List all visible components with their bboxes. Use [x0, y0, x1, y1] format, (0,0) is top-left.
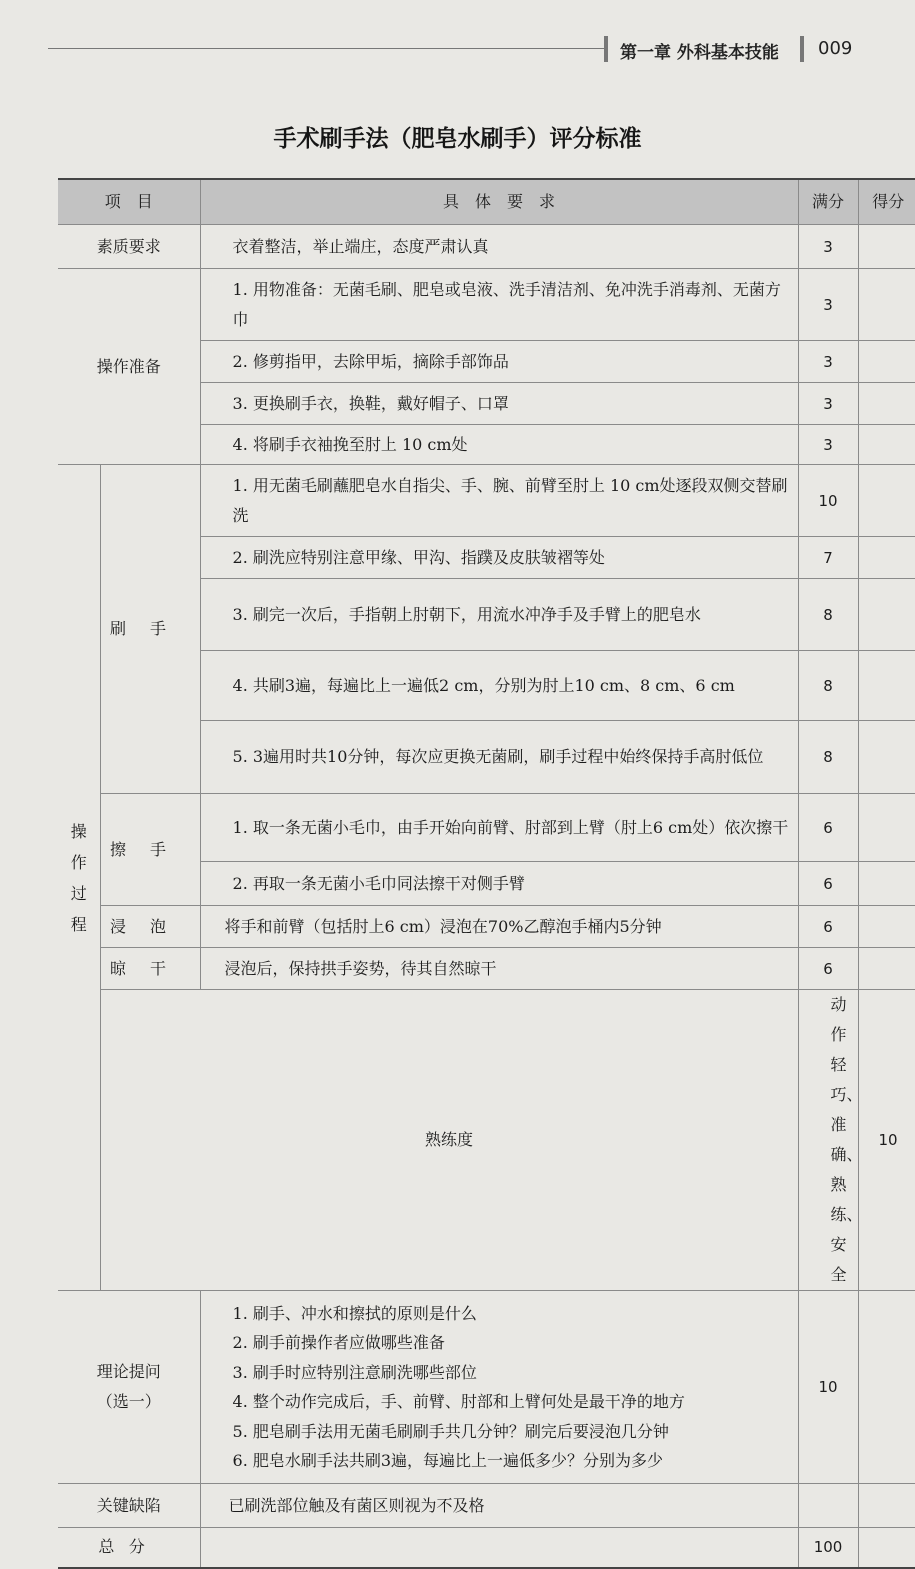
- item-label: 关键缺陷: [58, 1484, 200, 1528]
- requirement-text: 4. 将刷手衣袖挽至肘上 10 cm处: [200, 425, 798, 465]
- requirement-text: 5. 3遍用时共10分钟，每次应更换无菌刷，刷手过程中始终保持手高肘低位: [200, 721, 798, 794]
- score-cell: [858, 425, 915, 465]
- theory-label: 理论提问: [96, 1362, 161, 1381]
- process-label-char: 作: [70, 852, 87, 872]
- sub-item-label: 擦手: [100, 794, 200, 906]
- full-score: 10: [798, 465, 858, 537]
- column-header-full-score: 满分: [798, 179, 858, 225]
- score-cell: [858, 579, 915, 651]
- table-row: [58, 1484, 915, 1528]
- full-score: 8: [798, 579, 858, 651]
- header-row: [58, 179, 915, 225]
- table-row: [58, 465, 915, 537]
- item-label: 熟练度: [100, 990, 798, 1291]
- full-score: [798, 1484, 858, 1528]
- process-label-char: 过: [70, 883, 87, 903]
- page-number: 009: [818, 38, 853, 59]
- column-header-requirements: 具 体 要 求: [200, 179, 798, 225]
- score-cell: [858, 721, 915, 794]
- table-row: [58, 794, 915, 862]
- item-label: 总分: [58, 1528, 200, 1568]
- requirement-text: 3. 刷完一次后，手指朝上肘朝下，用流水冲净手及手臂上的肥皂水: [200, 579, 798, 651]
- requirement-text: 将手和前臂（包括肘上6 cm）浸泡在70%乙醇泡手桶内5分钟: [200, 906, 798, 948]
- item-label: 操作准备: [58, 269, 200, 465]
- theory-questions: [200, 1291, 798, 1484]
- score-cell: [858, 225, 915, 269]
- score-cell: [858, 906, 915, 948]
- score-cell: [858, 1528, 915, 1568]
- header-divider: [800, 36, 804, 62]
- header-divider: [604, 36, 608, 62]
- score-cell: [858, 794, 915, 862]
- question-item: 2. 刷手前操作者应做哪些准备: [232, 1333, 445, 1352]
- document-title: 手术刷手法（肥皂水刷手）评分标准: [273, 126, 642, 152]
- question-item: 4. 整个动作完成后，手、前臂、肘部和上臂何处是最干净的地方: [232, 1392, 685, 1411]
- table-row: [58, 948, 915, 990]
- item-label: 素质要求: [58, 225, 200, 269]
- requirement-text: 1. 用无菌毛刷蘸肥皂水自指尖、手、腕、前臂至肘上 10 cm处逐段双侧交替刷洗: [200, 465, 798, 537]
- question-item: 5. 肥皂刷手法用无菌毛刷刷手共几分钟？刷完后要浸泡几分钟: [232, 1421, 669, 1441]
- full-score: 8: [798, 651, 858, 721]
- chapter-title: 第一章 外科基本技能: [620, 43, 779, 63]
- requirement-text: [200, 1528, 798, 1568]
- score-cell: [858, 1291, 915, 1484]
- score-cell: [858, 383, 915, 425]
- full-score: 6: [798, 906, 858, 948]
- score-cell: [858, 948, 915, 990]
- score-cell: [858, 537, 915, 579]
- column-header-item: 项 目: [58, 179, 200, 225]
- requirement-text: 动作轻巧、准确、熟练、安全: [798, 990, 858, 1291]
- full-score: 10: [798, 1291, 858, 1484]
- full-score: 8: [798, 721, 858, 794]
- full-score: 3: [798, 425, 858, 465]
- process-label-char: 程: [70, 914, 87, 934]
- requirement-text: 浸泡后，保持拱手姿势，待其自然晾干: [200, 948, 798, 990]
- full-score: 6: [798, 794, 858, 862]
- table-row: [58, 990, 915, 1291]
- header-rule: [48, 48, 604, 49]
- requirement-text: 1. 用物准备：无菌毛刷、肥皂或皂液、洗手清洁剂、免冲洗手消毒剂、无菌方巾: [200, 269, 798, 341]
- question-item: 1. 刷手、冲水和擦拭的原则是什么: [232, 1303, 477, 1323]
- sub-item-label: 浸泡: [100, 906, 200, 948]
- full-score: 3: [798, 383, 858, 425]
- full-score: 6: [798, 948, 858, 990]
- full-score: 3: [798, 225, 858, 269]
- requirement-text: 2. 刷洗应特别注意甲缘、甲沟、指蹼及皮肤皱褶等处: [200, 537, 798, 579]
- table-row: [58, 1291, 915, 1484]
- full-score: 3: [798, 341, 858, 383]
- table-row: [58, 269, 915, 341]
- table-row: [58, 225, 915, 269]
- full-score: 100: [798, 1528, 858, 1568]
- full-score: 10: [858, 990, 915, 1291]
- process-group-label: [58, 465, 100, 1291]
- process-label-char: 操: [70, 821, 87, 841]
- scoring-table: [58, 178, 915, 1569]
- item-label: [58, 1291, 200, 1484]
- full-score: 7: [798, 537, 858, 579]
- sub-item-label: 晾干: [100, 948, 200, 990]
- theory-sublabel: （选一）: [96, 1392, 161, 1411]
- score-cell: [858, 341, 915, 383]
- table-row: [58, 906, 915, 948]
- column-header-score: 得分: [858, 179, 915, 225]
- requirement-text: 4. 共刷3遍，每遍比上一遍低2 cm，分别为肘上10 cm、8 cm、6 cm: [200, 651, 798, 721]
- requirement-text: 1. 取一条无菌小毛巾，由手开始向前臂、肘部到上臂（肘上6 cm处）依次擦干: [200, 794, 798, 862]
- sub-item-label: 刷手: [100, 465, 200, 794]
- question-item: 3. 刷手时应特别注意刷洗哪些部位: [232, 1362, 477, 1382]
- requirement-text: 衣着整洁，举止端庄，态度严肃认真: [200, 225, 798, 269]
- table-row: [58, 1528, 915, 1568]
- score-cell: [858, 465, 915, 537]
- score-cell: [858, 651, 915, 721]
- full-score: 3: [798, 269, 858, 341]
- requirement-text: 3. 更换刷手衣，换鞋，戴好帽子、口罩: [200, 383, 798, 425]
- requirement-text: 2. 修剪指甲，去除甲垢，摘除手部饰品: [200, 341, 798, 383]
- requirement-text: 已刷洗部位触及有菌区则视为不及格: [200, 1484, 798, 1528]
- question-item: 6. 肥皂水刷手法共刷3遍，每遍比上一遍低多少？分别为多少: [232, 1451, 664, 1470]
- score-cell: [858, 269, 915, 341]
- score-cell: [858, 862, 915, 906]
- requirement-text: 2. 再取一条无菌小毛巾同法擦干对侧手臂: [200, 862, 798, 906]
- score-cell: [858, 1484, 915, 1528]
- full-score: 6: [798, 862, 858, 906]
